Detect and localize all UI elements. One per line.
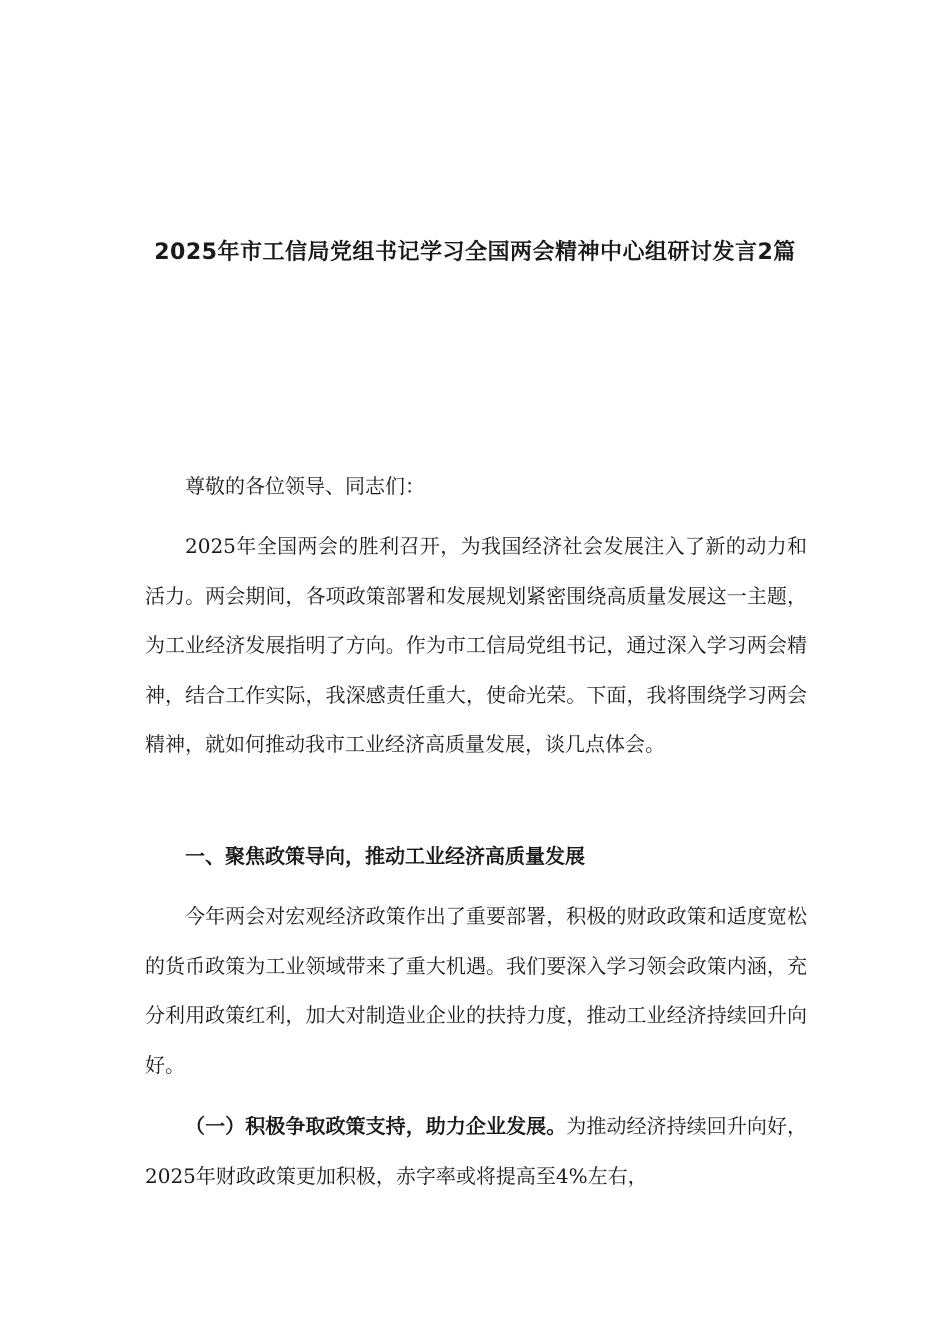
section-heading-1: 一、聚焦政策导向，推动工业经济高质量发展 (185, 844, 585, 868)
intro-paragraph: 2025年全国两会的胜利召开，为我国经济社会发展注入了新的动力和活力。两会期间，各项政策部署和发展规划紧密围绕高质量发展这一主题，为工业经济发展指明了方向。作为市工信局党组书记，通过深入学习两会精神，结合工作实际，我深感责任重大，使命光荣。下面，我将围绕学习两会精神，就如何推动我市工业经济高质量发展，谈几点体会。 (145, 534, 807, 756)
section-1-paragraph: 今年两会对宏观经济政策作出了重要部署，积极的财政政策和适度宽松的货币政策为工业领域带来了重大机遇。我们要深入学习领会政策内涵，充分利用政策红利，加大对制造业企业的扶持力度，推动工业经济持续回升向好。 (145, 904, 807, 1077)
subsection-1-text: 为推动经济持续回升向好，2025年财政政策更加积极，赤字率或将提高至4%左右， (145, 1114, 808, 1188)
subsection-1-lead: （一）积极争取政策支持，助力企业发展。 (185, 1114, 567, 1138)
greeting-line: 尊敬的各位领导、同志们： (185, 474, 425, 498)
subsection-1-paragraph (145, 1102, 807, 1201)
document-title: 2025年市工信局党组书记学习全国两会精神中心组研讨发言2篇 (154, 240, 796, 265)
